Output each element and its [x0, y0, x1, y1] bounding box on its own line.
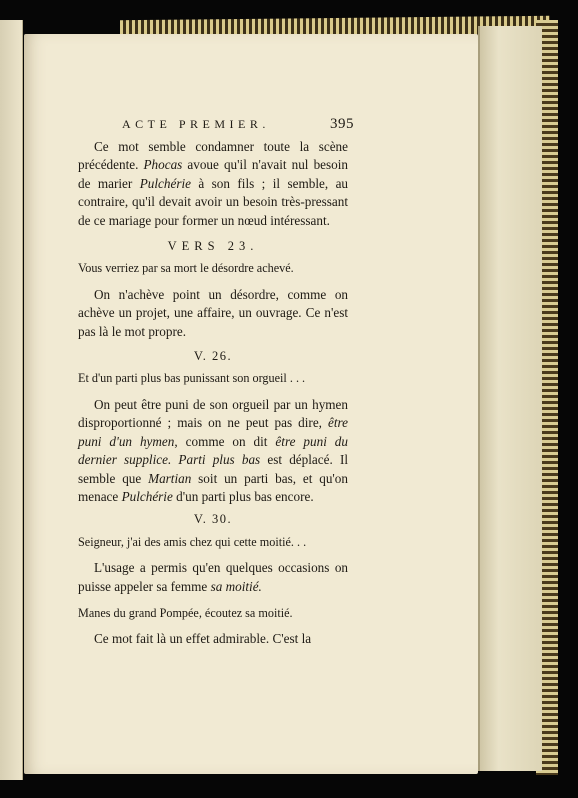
paragraph: L'usage a permis qu'en quelques occasions on puisse appeler sa femme sa moitié.	[78, 560, 348, 594]
running-title: ACTE PREMIER.	[122, 117, 270, 131]
page-text	[78, 138, 348, 649]
quotation: Manes du grand Pompée, écoutez sa moitié.	[78, 605, 293, 620]
quotation: Et d'un parti plus bas punissant son orgueil . . .	[78, 371, 306, 386]
page-block-edge	[478, 26, 542, 771]
quotation: Seigneur, j'ai des amis chez qui cette moitié. . .	[78, 534, 307, 549]
facing-page-edge	[0, 20, 23, 780]
verse-heading: V. 26.	[193, 349, 233, 364]
paragraph: On n'achève point un désordre, comme on achève un projet, une affaire, un ouvrage. Ce n'est pas là le mot propre.	[78, 286, 349, 339]
paragraph: On peut être puni de son orgueil par un hymen disproportionné ; mais on ne peut pas dire, être puni d'un hymen, comme on dit être puni du dernier supplice. Parti plus bas est déplacé. Il semble que Martian soit un parti bas, et qu'on menace Pulchérie d'un parti plus bas encore.	[78, 396, 349, 504]
paragraph: Ce mot fait là un effet admirable. C'est la	[94, 631, 312, 647]
running-header	[122, 116, 354, 133]
verse-heading: VERS 23.	[167, 239, 259, 254]
page-number: 395	[330, 116, 354, 132]
quotation: Vous verriez par sa mort le désordre achevé.	[78, 261, 294, 276]
verse-heading: V. 30.	[193, 512, 233, 527]
paragraph: Ce mot semble condamner toute la scène précédente. Phocas avoue qu'il n'avait nul besoin de marier Pulchérie à son fils ; il semble, au contraire, qu'il devait avoir un besoin très-pressant de ce mariage pour former un nœud intéressant.	[78, 139, 349, 228]
